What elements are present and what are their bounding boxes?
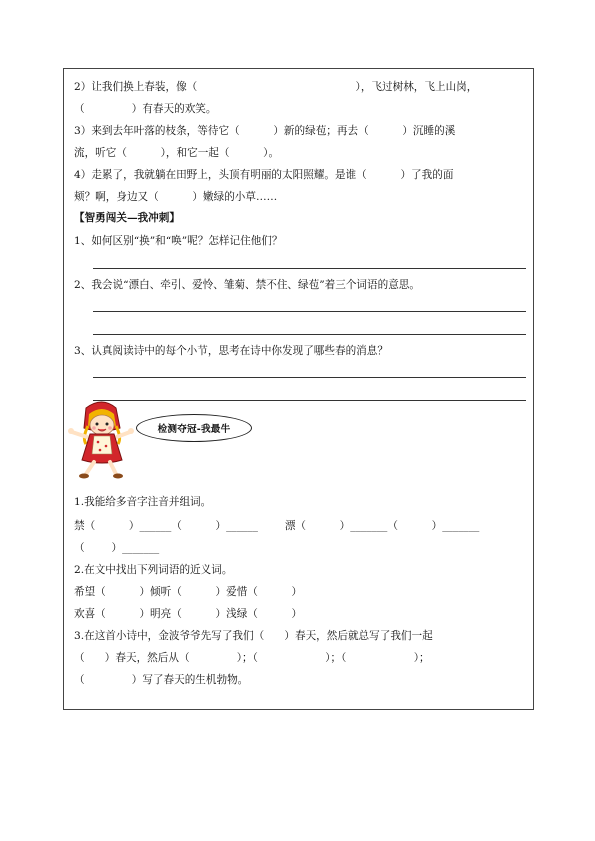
girl-mascot-icon xyxy=(64,398,140,480)
challenge-q2: 2、我会说“漂白、牵引、爱怜、雏菊、禁不住、绿苞”着三个词语的意思。 xyxy=(74,279,420,291)
test-q1-line1: 禁（ ）______（ ）______ 漂（ ）_______（ ）_______ xyxy=(74,520,480,532)
answer-line[interactable] xyxy=(93,311,526,312)
answer-line[interactable] xyxy=(93,268,526,269)
fill-q3-line2: 流，听它（ ），和它一起（ ）。 xyxy=(74,147,280,159)
test-q2-line1: 希望（ ）倾听（ ）爱惜（ ） xyxy=(74,586,303,598)
fill-q3-line1: 3）来到去年叶落的枝条，等待它（ ）新的绿苞；再去（ ）沉睡的溪 xyxy=(74,125,456,137)
fill-q2-line1: 2）让我们换上春装，像（ ），飞过树林，飞上山岗， xyxy=(74,81,478,93)
challenge-q3: 3、认真阅读诗中的每个小节，思考在诗中你发现了哪些春的消息？ xyxy=(74,345,388,357)
challenge-heading: 【智勇闯关—我冲刺】 xyxy=(74,212,180,224)
answer-line[interactable] xyxy=(93,334,526,335)
fill-q4-line2: 颊？啊，身边又（ ）嫩绿的小草…… xyxy=(74,191,278,203)
fill-q2-line2: （ ）有春天的欢笑。 xyxy=(74,103,217,115)
test-q3-line2: （ ）春天，然后从（ ）；（ ）；（ ）； xyxy=(74,652,430,664)
test-badge: 检测夺冠-我最牛 xyxy=(136,414,252,442)
test-q2-line2: 欢喜（ ）明亮（ ）浅绿（ ） xyxy=(74,608,303,620)
test-q3-line3: （ ）写了春天的生机勃物。 xyxy=(74,674,249,686)
answer-line[interactable] xyxy=(93,400,526,401)
test-q3-line1: 3.在这首小诗中，金波爷爷先写了我们（ ）春天，然后就总写了我们一起 xyxy=(74,630,433,642)
test-q1-title: 1.我能给多音字注音并组词。 xyxy=(74,496,212,508)
test-q2-title: 2.在文中找出下列词语的近义词。 xyxy=(74,564,233,576)
answer-line[interactable] xyxy=(93,377,526,378)
fill-q4-line1: 4）走累了，我就躺在田野上，头顶有明丽的太阳照耀。是谁（ ）了我的面 xyxy=(74,169,454,181)
challenge-q1: 1、如何区别“换”和“唤”呢？怎样记住他们？ xyxy=(74,235,283,247)
test-q1-line2: （ ）_______ xyxy=(74,542,160,554)
